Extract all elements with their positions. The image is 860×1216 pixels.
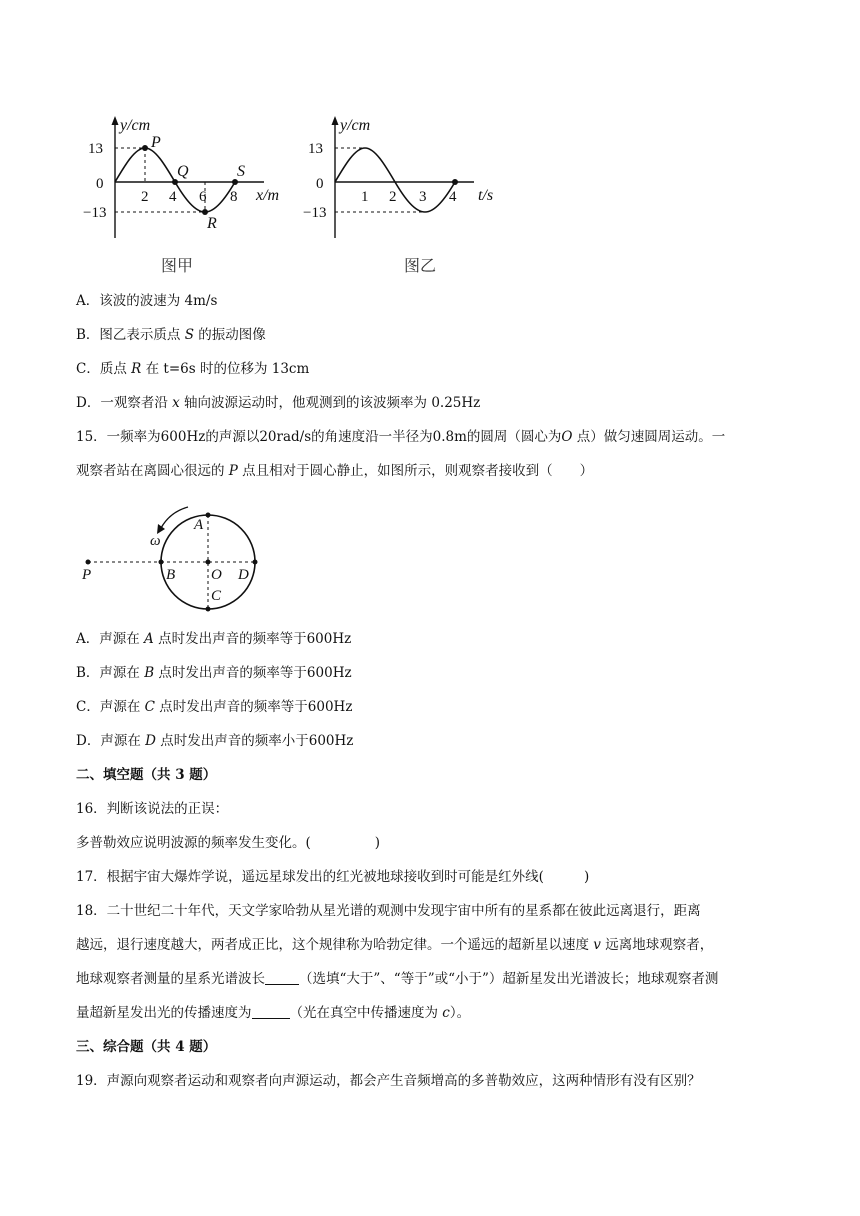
figure-jia <box>83 110 296 250</box>
label-r: R <box>207 215 217 232</box>
caption-yi: 图乙 <box>404 256 437 275</box>
label-p: P <box>82 567 92 583</box>
axis-label-y: y/cm <box>340 117 371 134</box>
label-s: S <box>237 163 245 180</box>
q14-option-b: B．图乙表示质点 S 的振动图像 <box>76 327 266 343</box>
q16-line2: 多普勒效应说明波源的频率发生变化。( ) <box>76 835 381 851</box>
caption-jia: 图甲 <box>161 256 194 275</box>
label-c: C <box>211 588 222 604</box>
tick-13: 13 <box>88 141 103 157</box>
rotation-arrow <box>161 507 188 528</box>
q17-text: 17．根据宇宙大爆炸学说，遥远星球发出的红光被地球接收到时可能是红外线( ) <box>76 869 590 885</box>
q14-option-d: D．一观察者沿 x 轴向波源运动时，他观测到的该波频率为 0.25Hz <box>76 395 481 411</box>
label-o: O <box>211 567 222 583</box>
label-omega: ω <box>150 533 161 549</box>
q18-line1: 18．二十世纪二十年代，天文学家哈勃从星光谱的观测中发现宇宙中所有的星系都在彼此远离退行，距离 <box>76 903 701 919</box>
q15-stem-line2: 观察者站在离圆心很远的 P 点且相对于圆心静止，如图所示，则观察者接收到（ ） <box>76 463 594 479</box>
tick-x-8: 8 <box>230 189 238 205</box>
answer-blank-1[interactable] <box>265 970 299 985</box>
q15-option-a: A．声源在 A 点时发出声音的频率等于600Hz <box>76 631 352 647</box>
axis-label-x: x/m <box>256 187 280 204</box>
q18-line2: 越远，退行速度越大，两者成正比，这个规律称为哈勃定律。一个遥远的超新星以速度 v 远离地球观察者， <box>76 937 714 953</box>
axis-label-y: y/cm <box>120 117 151 134</box>
label-p: P <box>151 134 161 151</box>
label-b: B <box>166 567 176 583</box>
section-3-title: 三、综合题（共 4 题） <box>76 1039 217 1055</box>
point-p-dot <box>142 145 148 151</box>
tick-x-2: 2 <box>141 189 149 205</box>
q15-option-c: C．声源在 C 点时发出声音的频率等于600Hz <box>76 699 353 715</box>
q19-text: 19．声源向观察者运动和观察者向声源运动，都会产生音频增高的多普勒效应，这两种情形有没有区别？ <box>76 1073 701 1089</box>
q18-line4: 量超新星发出光的传播速度为 （光在真空中传播速度为 c）。 <box>76 1005 471 1021</box>
q16-line1: 16．判断该说法的正误： <box>76 801 229 817</box>
q14-option-c: C．质点 R 在 t=6s 时的位移为 13cm <box>76 361 310 377</box>
label-d: D <box>238 567 249 583</box>
figure-yi <box>303 110 516 250</box>
label-q: Q <box>177 163 189 180</box>
tick-x-6: 6 <box>199 189 207 205</box>
end-dot <box>452 179 458 185</box>
tick-neg13: −13 <box>303 205 327 221</box>
tick-x-4: 4 <box>169 189 177 205</box>
tick-0: 0 <box>96 176 104 192</box>
q15-option-b: B．声源在 B 点时发出声音的频率等于600Hz <box>76 665 352 681</box>
tick-t-4: 4 <box>449 189 457 205</box>
q15-stem-line1: 15．一频率为600Hz的声源以20rad/s的角速度沿一半径为0.8m的圆周（圆心为O 点）做匀速圆周运动。一 <box>76 429 726 445</box>
q14-option-a: A．该波的波速为 4m/s <box>76 293 218 309</box>
tick-t-1: 1 <box>361 189 369 205</box>
tick-neg13: −13 <box>83 205 107 221</box>
tick-t-2: 2 <box>389 189 397 205</box>
tick-0: 0 <box>316 176 324 192</box>
q15-option-d: D．声源在 D 点时发出声音的频率小于600Hz <box>76 733 354 749</box>
tick-13: 13 <box>308 141 323 157</box>
axis-label-x: t/s <box>478 187 494 204</box>
figure-circle <box>74 498 274 618</box>
label-a: A <box>194 517 204 533</box>
tick-t-3: 3 <box>419 189 427 205</box>
q18-line3: 地球观察者测量的星系光谱波长 （选填“大于”、“等于”或“小于”）超新星发出光谱波长；地球观察者测 <box>76 971 719 987</box>
section-2-title: 二、填空题（共 3 题） <box>76 767 217 783</box>
answer-blank-2[interactable] <box>252 1004 290 1019</box>
